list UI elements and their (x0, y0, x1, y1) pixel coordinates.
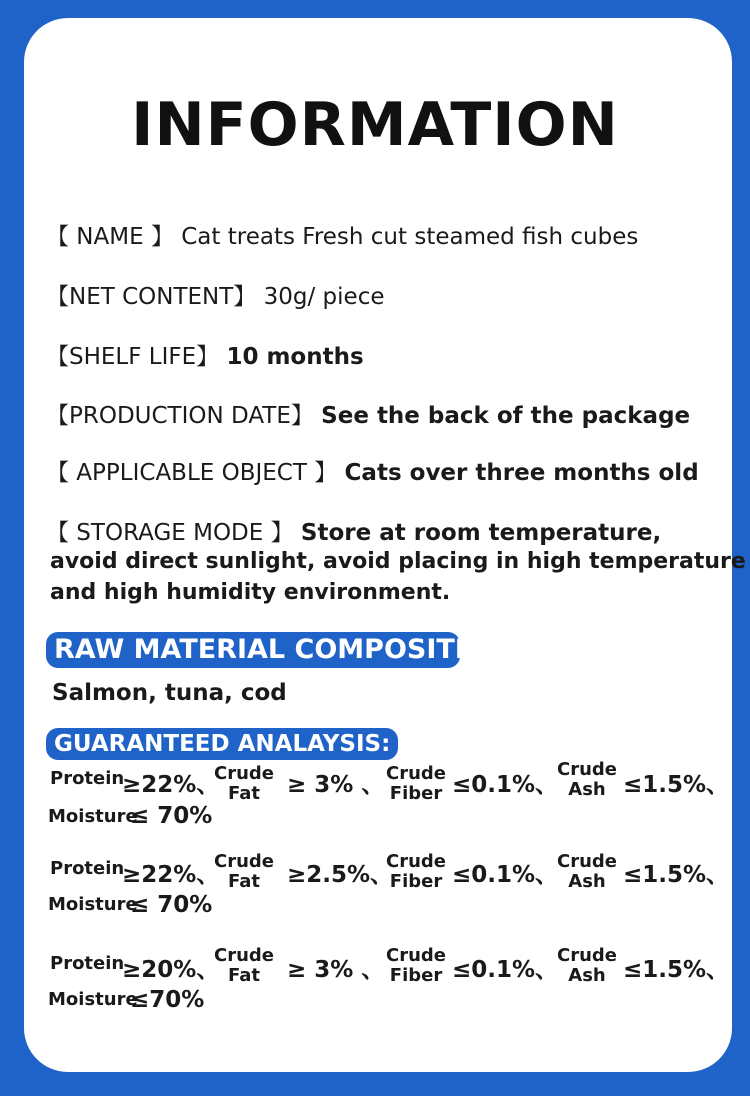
raw-materials: Salmon, tuna, cod (52, 680, 287, 706)
moisture-value: ≤ 70% (130, 892, 213, 918)
crude-word: Crude (557, 851, 617, 872)
crude-fiber-label (384, 764, 448, 804)
crude-word: Crude (557, 759, 617, 780)
ash-value: ≤1.5%、 (623, 772, 730, 798)
crude-word: Crude (386, 945, 446, 966)
guaranteed-analysis-heading: GUARANTEED ANALAYSIS: (46, 728, 398, 760)
storage-mode-label: 【 STORAGE MODE 】 (46, 520, 294, 546)
protein-value: ≥22%、 (122, 862, 220, 888)
ash-word: Ash (568, 965, 606, 986)
crude-fat-label (212, 946, 276, 986)
fiber-value: ≤0.1%、 (452, 862, 559, 888)
crude-word: Crude (214, 945, 274, 966)
fiber-word: Fiber (389, 783, 443, 804)
production-date-label: 【PRODUCTION DATE】 (46, 403, 314, 429)
crude-fiber-label (384, 946, 448, 986)
fiber-value: ≤0.1%、 (452, 957, 559, 983)
crude-word: Crude (214, 851, 274, 872)
ash-value: ≤1.5%、 (623, 862, 730, 888)
protein-label: Protein (50, 858, 125, 879)
name-row (46, 218, 638, 251)
crude-fiber-label (384, 852, 448, 892)
net-content-row (46, 278, 385, 311)
crude-fat-label (212, 764, 276, 804)
net-content-label: 【NET CONTENT】 (46, 284, 257, 310)
moisture-value: ≤ 70% (130, 803, 213, 829)
fat-word: Fat (228, 783, 260, 804)
crude-word: Crude (386, 851, 446, 872)
fat-value: ≥ 3% 、 (287, 772, 385, 798)
protein-value: ≥22%、 (122, 772, 220, 798)
shelf-life-row (46, 338, 364, 371)
protein-label: Protein (50, 953, 125, 974)
protein-label: Protein (50, 768, 125, 789)
ash-value: ≤1.5%、 (623, 957, 730, 983)
fiber-word: Fiber (389, 871, 443, 892)
production-date-row (46, 397, 690, 430)
name-value: Cat treats Fresh cut steamed fish cubes (181, 224, 639, 250)
storage-mode-line-3: and high humidity environment. (50, 580, 451, 605)
shelf-life-value: 10 months (226, 344, 364, 370)
applicable-object-value: Cats over three months old (344, 460, 699, 486)
crude-word: Crude (557, 945, 617, 966)
applicable-object-row (46, 454, 699, 487)
crude-fat-label (212, 852, 276, 892)
crude-word: Crude (214, 763, 274, 784)
fiber-word: Fiber (389, 965, 443, 986)
ash-word: Ash (568, 871, 606, 892)
shelf-life-label: 【SHELF LIFE】 (46, 344, 220, 370)
storage-mode-line-2: avoid direct sunlight, avoid placing in high temperature (50, 549, 746, 574)
fat-value: ≥ 3% 、 (287, 957, 385, 983)
crude-ash-label (555, 760, 619, 800)
name-label: 【 NAME 】 (46, 224, 174, 250)
fat-word: Fat (228, 965, 260, 986)
moisture-label: Moisture (48, 989, 138, 1010)
production-date-value: See the back of the package (321, 403, 691, 429)
protein-value: ≥20%、 (122, 957, 220, 983)
moisture-label: Moisture (48, 894, 138, 915)
moisture-value: ≤70% (130, 987, 205, 1013)
moisture-label: Moisture (48, 806, 138, 827)
fat-word: Fat (228, 871, 260, 892)
crude-ash-label (555, 946, 619, 986)
crude-word: Crude (386, 763, 446, 784)
raw-material-heading: RAW MATERIAL COMPOSITION (46, 632, 460, 668)
fiber-value: ≤0.1%、 (452, 772, 559, 798)
storage-mode-value: Store at room temperature, (300, 520, 662, 546)
ash-word: Ash (568, 779, 606, 800)
net-content-value: 30g/ piece (263, 284, 385, 310)
storage-mode-row (46, 514, 661, 547)
page-title: INFORMATION (131, 90, 619, 160)
applicable-object-label: 【 APPLICABLE OBJECT 】 (46, 460, 338, 486)
crude-ash-label (555, 852, 619, 892)
fat-value: ≥2.5%、 (287, 862, 394, 888)
